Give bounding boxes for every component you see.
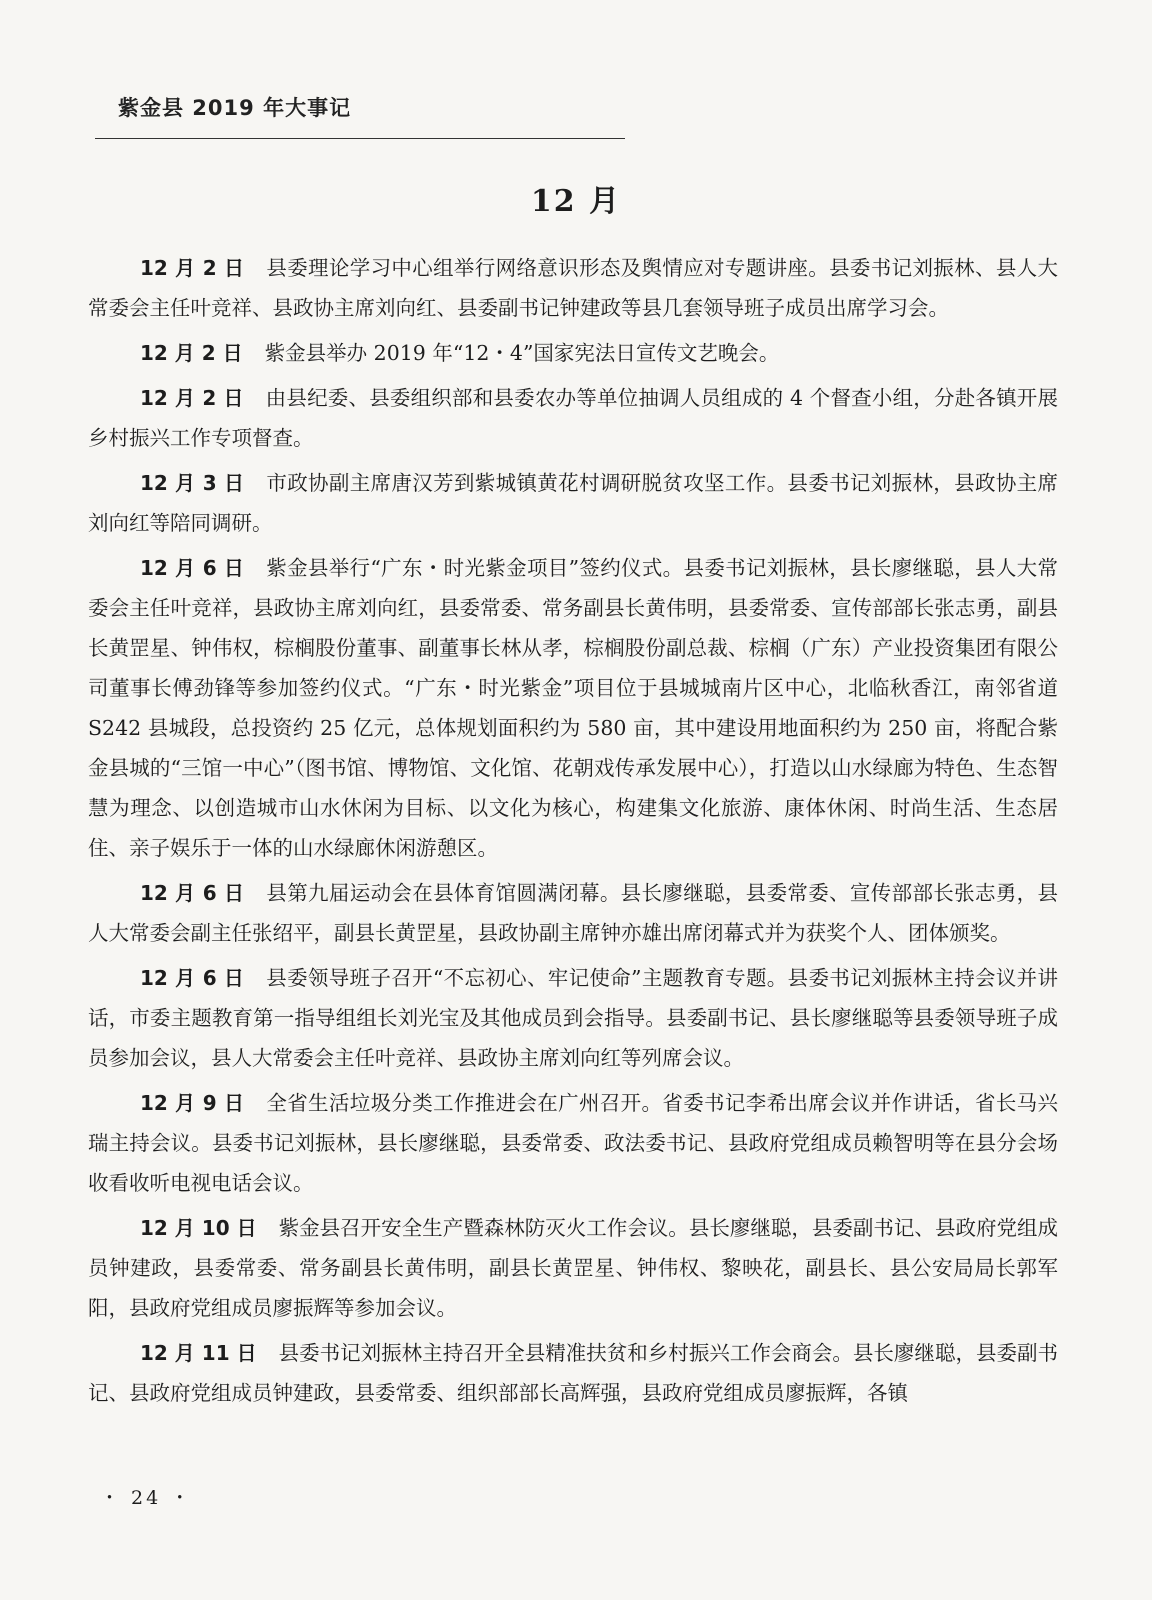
entry-text: 由县纪委、县委组织部和县委农办等单位抽调人员组成的 4 个督查小组，分赴各镇开展乡村振兴工作专项督查。 (88, 386, 1059, 450)
chronicle-entries (88, 248, 1058, 1418)
chronicle-entry (88, 463, 1058, 543)
entry-text: 县委书记刘振林主持召开全县精准扶贫和乡村振兴工作会商会。县长廖继聪，县委副书记、县政府党组成员钟建政，县委常委、组织部部长高辉强，县政府党组成员廖振辉，各镇 (88, 1341, 1058, 1405)
entry-date: 12 月 6 日 (140, 881, 245, 905)
entry-date: 12 月 2 日 (140, 341, 243, 365)
chronicle-entry (88, 1083, 1058, 1203)
entry-text: 紫金县举行“广东・时光紫金项目”签约仪式。县委书记刘振林，县长廖继聪，县人大常委会主任叶竞祥，县政协主席刘向红，县委常委、常务副县长黄伟明，县委常委、宣传部部长张志勇，副县长黄罡星、钟伟权，棕榈股份董事、副董事长林从孝，棕榈股份副总裁、棕榈（广东）产业投资集团有限公司董事长傅劲锋等参加签约仪式。“广东・时光紫金”项目位于县城城南片区中心，北临秋香江，南邻省道 S242 县城段，总投资约 25 亿元，总体规划面积约为 580 亩，其中建设用地面积约为 250 亩，将配合紫金县城的“三馆一中心”（图书馆、博物馆、文化馆、花朝戏传承发展中心），打造以山水绿廊为特色、生态智慧为理念、以创造城市山水休闲为目标、以文化为核心，构建集文化旅游、康体休闲、时尚生活、生态居住、亲子娱乐于一体的山水绿廊休闲游憩区。 (88, 556, 1058, 860)
entry-date: 12 月 2 日 (140, 386, 244, 410)
entry-date: 12 月 10 日 (140, 1216, 257, 1240)
page-number: ・ 24 ・ (100, 1487, 193, 1509)
entry-text: 紫金县举办 2019 年“12・4”国家宪法日宣传文艺晚会。 (264, 341, 780, 365)
entry-date: 12 月 11 日 (140, 1341, 257, 1365)
header-divider (95, 138, 625, 139)
chronicle-entry (88, 958, 1058, 1078)
running-header-title: 紫金县 2019 年大事记 (118, 96, 352, 120)
entry-date: 12 月 9 日 (140, 1091, 245, 1115)
chronicle-entry (88, 333, 1058, 373)
entry-text: 紫金县召开安全生产暨森林防灭火工作会议。县长廖继聪，县委副书记、县政府党组成员钟建政，县委常委、常务副县长黄伟明，副县长黄罡星、钟伟权、黎映花，副县长、县公安局局长郭军阳，县政府党组成员廖振辉等参加会议。 (88, 1216, 1058, 1320)
month-heading: 12 月 (530, 184, 622, 219)
entry-date: 12 月 2 日 (140, 256, 245, 280)
entry-text: 县委理论学习中心组举行网络意识形态及舆情应对专题讲座。县委书记刘振林、县人大常委会主任叶竞祥、县政协主席刘向红、县委副书记钟建政等县几套领导班子成员出席学习会。 (88, 256, 1059, 320)
entry-text: 市政协副主席唐汉芳到紫城镇黄花村调研脱贫攻坚工作。县委书记刘振林，县政协主席刘向红等陪同调研。 (88, 471, 1059, 535)
entry-date: 12 月 3 日 (140, 471, 245, 495)
chronicle-entry (88, 1208, 1058, 1328)
entry-text: 县委领导班子召开“不忘初心、牢记使命”主题教育专题。县委书记刘振林主持会议并讲话，市委主题教育第一指导组组长刘光宝及其他成员到会指导。县委副书记、县长廖继聪等县委领导班子成员参加会议，县人大常委会主任叶竞祥、县政协主席刘向红等列席会议。 (88, 966, 1058, 1070)
entry-text: 全省生活垃圾分类工作推进会在广州召开。省委书记李希出席会议并作讲话，省长马兴瑞主持会议。县委书记刘振林，县长廖继聪，县委常委、政法委书记、县政府党组成员赖智明等在县分会场收看收听电视电话会议。 (88, 1091, 1059, 1195)
entry-date: 12 月 6 日 (140, 556, 245, 580)
chronicle-entry (88, 873, 1058, 953)
entry-date: 12 月 6 日 (140, 966, 245, 990)
chronicle-entry (88, 248, 1058, 328)
chronicle-entry (88, 548, 1058, 868)
entry-text: 县第九届运动会在县体育馆圆满闭幕。县长廖继聪，县委常委、宣传部部长张志勇，县人大常委会副主任张绍平，副县长黄罡星，县政协副主席钟亦雄出席闭幕式并为获奖个人、团体颁奖。 (88, 881, 1059, 945)
chronicle-entry (88, 1333, 1058, 1413)
chronicle-entry (88, 378, 1058, 458)
